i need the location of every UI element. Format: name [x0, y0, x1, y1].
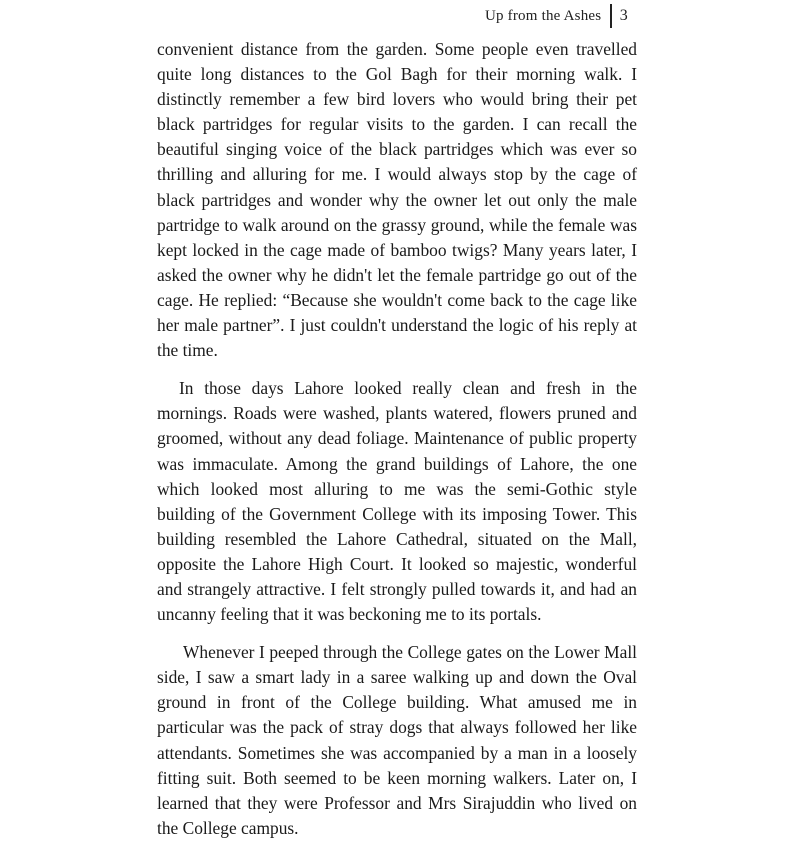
running-header-title: Up from the Ashes	[484, 7, 602, 24]
running-header	[485, 4, 628, 28]
page-number: 3	[619, 7, 628, 24]
header-divider	[610, 4, 612, 28]
paragraph-2: In those days Lahore looked really clean and fresh in the mornings. Roads were washed, plants watered, flowers pruned and groomed, without any dead foliage. Maintenance of public property was immaculate. Among the grand buildings of Lahore, the one which looked most alluring to me was the semi-Gothic style building of the Government College with its imposing Tower. This building resembled the Lahore Cathedral, situated on the Mall, opposite the Lahore High Court. It looked so majestic, wonderful and strangely attractive. I felt strongly pulled towards it, and had an uncanny feeling that it was beckoning me to its portals.	[157, 378, 637, 625]
paragraph-1: convenient distance from the garden. Some people even travelled quite long distances to the Gol Bagh for their morning walk. I distinctly remember a few bird lovers who would bring their pet black partridges for regular visits to the garden. I can recall the beautiful singing voice of the black partridges which was ever so thrilling and alluring for me. I would always stop by the cage of black partridges and wonder why the owner let out only the male partridge to walk around on the grassy ground, while the female was kept locked in the cage made of bamboo twigs? Many years later, I asked the owner why he didn't let the female partridge go out of the cage. He replied: “Because she wouldn't come back to the cage like her male partner”. I just couldn't understand the logic of his reply at the time.	[157, 39, 637, 361]
body-text	[157, 37, 637, 841]
paragraph-3: Whenever I peeped through the College gates on the Lower Mall side, I saw a smart lady in a saree walking up and down the Oval ground in front of the College building. What amused me in particular was the pack of stray dogs that always followed her like attendants. Sometimes she was accompanied by a man in a loosely fitting suit. Both seemed to be keen morning walkers. Later on, I learned that they were Professor and Mrs Sirajuddin who lived on the College campus.	[157, 642, 637, 838]
